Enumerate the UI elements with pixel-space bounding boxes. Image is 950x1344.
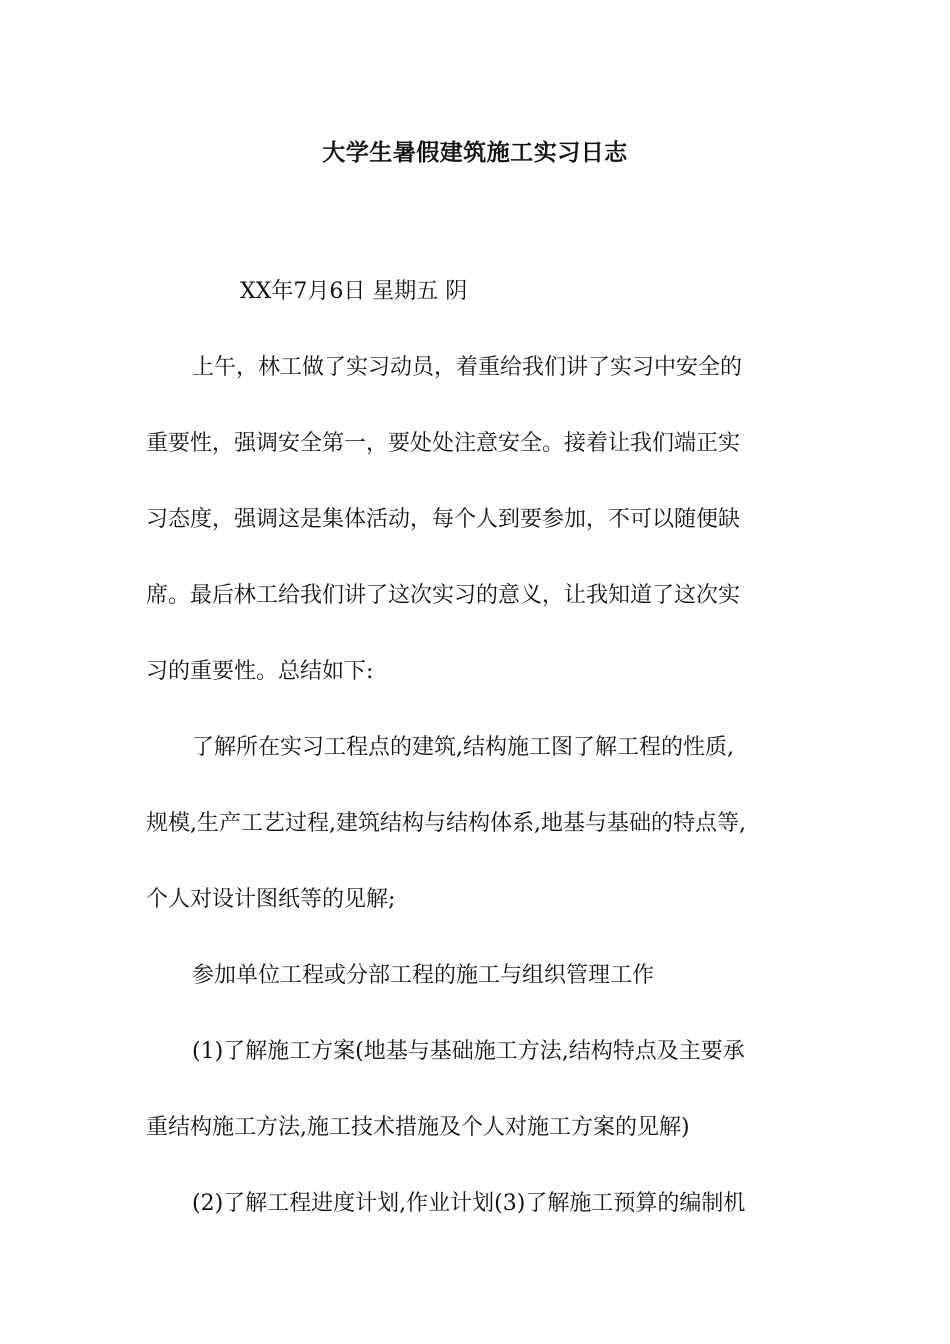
paragraph-line: 席。最后林工给我们讲了这次实习的意义，让我知道了这次实 (146, 583, 741, 608)
paragraph-line: 个人对设计图纸等的见解; (146, 887, 396, 912)
paragraph-line: 了解所在实习工程点的建筑,结构施工图了解工程的性质, (192, 735, 734, 760)
paragraph-line: (2)了解工程进度计划,作业计划(3)了解施工预算的编制机 (192, 1191, 746, 1216)
document-title: 大学生暑假建筑施工实习日志 (322, 140, 628, 166)
paragraph-line: 规模,生产工艺过程,建筑结构与结构体系,地基与基础的特点等, (146, 811, 746, 836)
document-body (146, 254, 816, 1242)
paragraph-line: 习态度，强调这是集体活动，每个人到要参加，不可以随便缺 (146, 507, 741, 532)
date-line: XX年7月6日 星期五 阴 (240, 279, 468, 304)
paragraph-line: (1)了解施工方案(地基与基础施工方法,结构特点及主要承 (192, 1039, 745, 1064)
paragraph-line: 参加单位工程或分部工程的施工与组织管理工作 (192, 963, 655, 988)
paragraph-line: 重结构施工方法,施工技术措施及个人对施工方案的见解) (146, 1115, 690, 1140)
paragraph-line: 上午，林工做了实习动员，着重给我们讲了实习中安全的 (192, 355, 743, 380)
paragraph-line: 重要性，强调安全第一，要处处注意安全。接着让我们端正实 (146, 431, 741, 456)
paragraph-line: 习的重要性。总结如下: (146, 659, 374, 684)
